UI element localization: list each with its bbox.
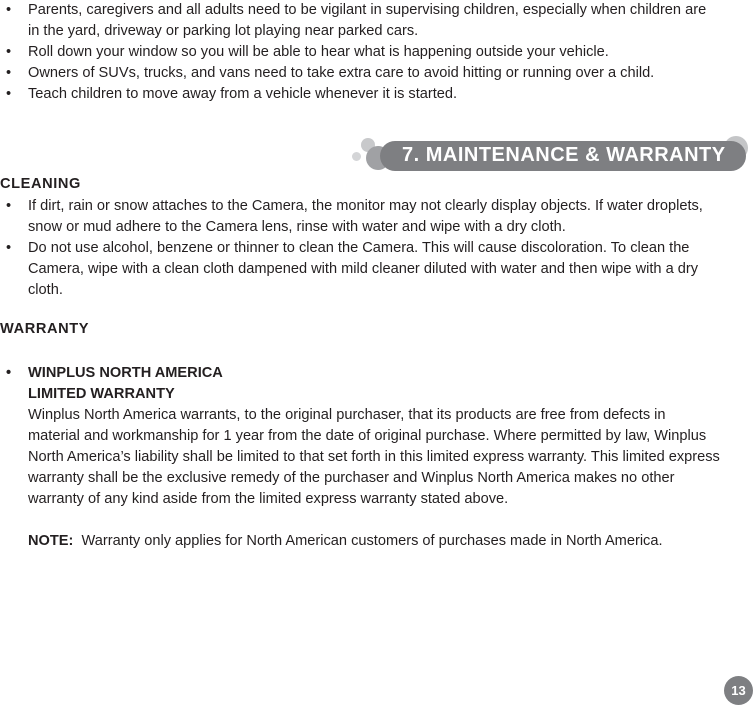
bullet-text: If dirt, rain or snow attaches to the Camera, the monitor may not clearly display objects. If water droplets, snow or mud adhere to the Camera lens, rinse with water and wipe with a dry cloth. bbox=[28, 198, 703, 235]
bullet-text: Roll down your window so you will be able to hear what is happening outside your vehicle. bbox=[28, 44, 609, 60]
section-banner bbox=[380, 141, 746, 171]
bullet-text: Teach children to move away from a vehicle whenever it is started. bbox=[28, 86, 458, 102]
warranty-subheading: LIMITED WARRANTY bbox=[28, 386, 175, 402]
cleaning-heading: CLEANING bbox=[0, 176, 82, 192]
warranty-heading: WARRANTY bbox=[0, 321, 90, 337]
list-item bbox=[0, 42, 720, 63]
bullet-text: Owners of SUVs, trucks, and vans need to take extra care to avoid hitting or running over a child. bbox=[28, 65, 655, 81]
page-number: 13 bbox=[724, 676, 753, 705]
list-item bbox=[0, 63, 720, 84]
warranty-block bbox=[0, 363, 720, 552]
cleaning-list bbox=[0, 196, 720, 301]
bullet: • bbox=[6, 86, 12, 102]
bullet: • bbox=[6, 240, 12, 256]
list-item bbox=[0, 84, 720, 105]
bullet-text: Parents, caregivers and all adults need to be vigilant in supervising children, especially when children are in the yard, driveway or parking lot playing near parked cars. bbox=[28, 2, 707, 39]
bullet: • bbox=[6, 65, 12, 81]
warranty-body: Winplus North America warrants, to the original purchaser, that its products are free from defects in material and workmanship for 1 year from the date of original purchase. Where permitted by law, Winplus North America’s liability shall be limited to that set forth in this limited express warranty. This limited express warranty shall be the exclusive remedy of the purchaser and Winplus North America makes no other warranty of any kind aside from the limited express warranty stated above. bbox=[28, 407, 720, 507]
warranty-note bbox=[28, 531, 720, 552]
bullet: • bbox=[6, 44, 12, 60]
decorative-bubble bbox=[352, 152, 361, 161]
bullet-text: Do not use alcohol, benzene or thinner to clean the Camera. This will cause discoloration. To clean the Camera, wipe with a clean cloth dampened with mild cleaner diluted with water and then wipe with a dry cloth. bbox=[28, 240, 699, 298]
section-title: 7. MAINTENANCE & WARRANTY bbox=[402, 144, 726, 166]
note-label: NOTE: bbox=[28, 533, 74, 549]
list-item bbox=[0, 0, 720, 42]
list-item bbox=[0, 238, 720, 301]
note-text: Warranty only applies for North American customers of purchases made in North America. bbox=[81, 533, 663, 549]
list-item bbox=[0, 196, 720, 238]
safety-tips-list bbox=[0, 0, 753, 105]
company-name: WINPLUS NORTH AMERICA bbox=[28, 365, 223, 381]
bullet: • bbox=[6, 198, 12, 214]
bullet: • bbox=[6, 365, 12, 381]
bullet: • bbox=[6, 2, 12, 18]
